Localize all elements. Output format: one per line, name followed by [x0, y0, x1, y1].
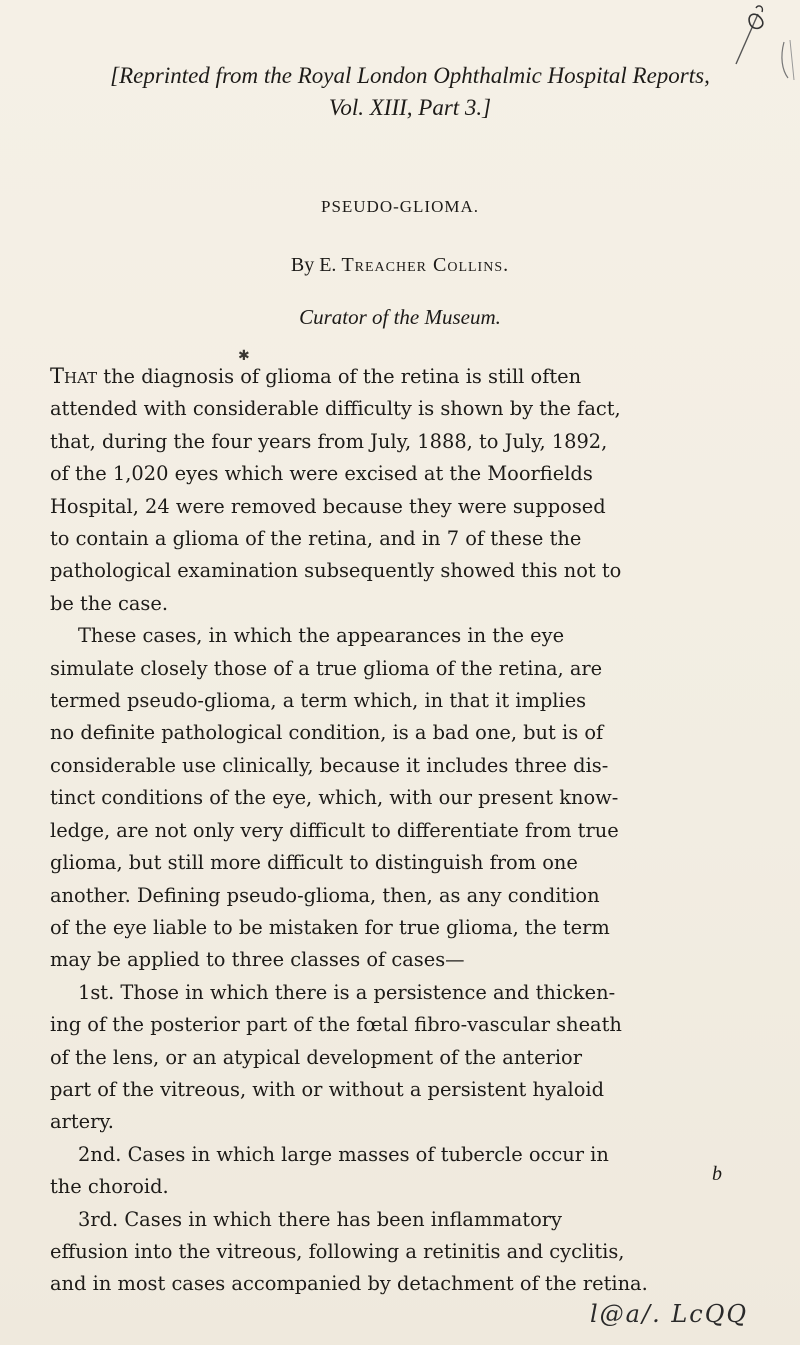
body-line: Hospital, 24 were removed because they were supposed	[50, 494, 606, 518]
opening-word: That	[50, 364, 98, 388]
reprint-header-line-2: Vol. XIII, Part 3.]	[328, 95, 492, 120]
author-name: Treacher Collins.	[341, 254, 510, 276]
body-line: glioma, but still more difficult to distinguish from one	[50, 851, 578, 875]
body-line: That the diagnosis of glioma of the retina is still often	[50, 364, 582, 388]
body-line: ledge, are not only very difficult to differentiate from true	[50, 818, 619, 842]
body-line: 3rd. Cases in which there has been inflammatory	[78, 1207, 562, 1231]
body-line: simulate closely those of a true glioma of the retina, are	[50, 656, 603, 680]
author-line	[0, 254, 800, 277]
author-affiliation: Curator of the Museum.	[299, 305, 501, 329]
body-line: attended with considerable difficulty is shown by the fact,	[50, 397, 621, 421]
body-line: of the 1,020 eyes which were excised at the Moorfields	[50, 462, 593, 486]
body-line: may be applied to three classes of cases—	[50, 948, 465, 972]
handwritten-annotation: l@a/. LcQQ	[590, 1300, 749, 1328]
body-line: to contain a glioma of the retina, and in 7 of these the	[50, 527, 582, 551]
body-line: 2nd. Cases in which large masses of tubercle occur in	[78, 1142, 609, 1166]
body-line: 1st. Those in which there is a persistence and thicken-	[78, 980, 616, 1004]
ornament-asterisk: ✱	[238, 348, 250, 364]
body-line: another. Defining pseudo-glioma, then, as any condition	[50, 883, 600, 907]
body-line: ing of the posterior part of the fœtal fibro-vascular sheath	[50, 1013, 622, 1037]
body-line: and in most cases accompanied by detachment of the retina.	[50, 1272, 648, 1296]
article-body	[50, 360, 780, 1301]
body-line: pathological examination subsequently showed this not to	[50, 559, 622, 583]
body-line: part of the vitreous, with or without a persistent hyaloid	[50, 1077, 605, 1101]
reprint-header	[70, 60, 750, 124]
body-line: no definite pathological condition, is a bad one, but is of	[50, 721, 604, 745]
author-prefix: By E.	[290, 254, 342, 276]
signature-mark: b	[712, 1163, 722, 1185]
body-line: tinct conditions of the eye, which, with our present know-	[50, 786, 619, 810]
body-line: of the eye liable to be mistaken for true glioma, the term	[50, 915, 610, 939]
body-line: artery.	[50, 1110, 114, 1134]
body-line: of the lens, or an atypical development of the anterior	[50, 1045, 582, 1069]
article-title: PSEUDO-GLIOMA.	[320, 197, 480, 216]
body-line: considerable use clinically, because it includes three dis-	[50, 753, 609, 777]
body-line: These cases, in which the appearances in the eye	[78, 624, 565, 648]
reprint-header-line-1: [Reprinted from the Royal London Ophthalmic Hospital Reports,	[110, 63, 710, 88]
body-line: effusion into the vitreous, following a retinitis and cyclitis,	[50, 1239, 625, 1263]
body-line: be the case.	[50, 591, 168, 615]
body-line: that, during the four years from July, 1888, to July, 1892,	[50, 429, 608, 453]
body-line: termed pseudo-glioma, a term which, in that it implies	[50, 689, 587, 713]
body-line: the choroid.	[50, 1175, 169, 1199]
